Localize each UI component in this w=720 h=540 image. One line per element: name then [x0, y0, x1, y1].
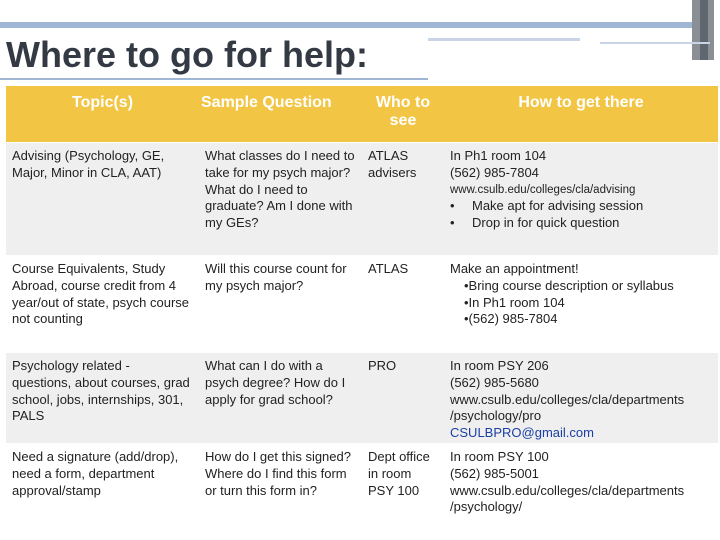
column-header-topic: Topic(s): [71, 94, 134, 111]
decorative-line: [600, 42, 710, 44]
decorative-corner-stripe: [700, 0, 708, 60]
phone-text: (562) 985-5001: [450, 465, 539, 481]
url-text: www.csulb.edu/colleges/cla/departments: [450, 482, 685, 498]
topic-cell: Need a signature (add/drop), need a form, department approval/stamp: [12, 449, 179, 498]
phone-text: (562) 985-5680: [450, 374, 539, 390]
how-cell: [444, 353, 718, 444]
location-text: In Ph1 room 104: [450, 148, 547, 163]
bullet-text: •(562) 985-7804: [464, 311, 558, 327]
how-cell: [444, 143, 718, 256]
list-item: [450, 198, 712, 215]
who-cell: Dept office in room PSY 100: [368, 449, 430, 498]
decorative-line: [428, 38, 580, 41]
help-table: [6, 86, 718, 524]
how-cell: [444, 444, 718, 524]
location-text: In room PSY 100: [450, 449, 549, 464]
phone-text: (562) 985-7804: [450, 164, 539, 180]
who-cell: ATLAS advisers: [368, 148, 417, 180]
who-cell: PRO: [368, 358, 397, 373]
topic-cell: Advising (Psychology, GE, Major, Minor in CLA, AAT): [12, 148, 165, 180]
column-header-sample-question: Sample Question: [201, 94, 332, 111]
bullet-text: Make apt for advising session: [472, 198, 644, 214]
url-text: www.csulb.edu/colleges/cla/departments: [450, 391, 685, 407]
how-cell: [444, 256, 718, 353]
table-row: [6, 353, 718, 444]
email-link[interactable]: CSULBPRO@gmail.com: [450, 425, 594, 441]
list-item: [450, 215, 712, 232]
topic-cell: Course Equivalents, Study Abroad, course credit from 4 year/out of state, psych course not counting: [12, 261, 190, 327]
title-underline: [0, 78, 428, 80]
page-title: Where to go for help:: [6, 34, 368, 75]
url-text: /psychology/: [450, 499, 523, 515]
url-text: /psychology/pro: [450, 408, 542, 424]
question-cell: How do I get this signed? Where do I find this form or turn this form in?: [205, 449, 351, 498]
column-header-who-to-see: Who to see: [375, 94, 431, 129]
bullet-text: •Bring course description or syllabus: [464, 277, 674, 293]
instruction-text: Make an appointment!: [450, 261, 579, 276]
question-cell: What can I do with a psych degree? How do I apply for grad school?: [205, 358, 346, 407]
decorative-top-bar: [0, 22, 700, 28]
bullet-icon: •: [450, 215, 455, 231]
topic-cell: Psychology related - questions, about courses, grad school, jobs, internships, 301, PALS: [12, 358, 190, 424]
url-text: www.csulb.edu/colleges/cla/advising: [450, 183, 636, 196]
table-header-row: [6, 86, 718, 143]
table-row: [6, 444, 718, 524]
who-cell: ATLAS: [368, 261, 409, 276]
bullet-text: Drop in for quick question: [472, 215, 620, 231]
bullet-icon: •: [450, 198, 455, 214]
location-text: In room PSY 206: [450, 358, 549, 373]
question-cell: What classes do I need to take for my psych major? What do I need to graduate? Am I done with my GEs?: [205, 148, 355, 231]
question-cell: Will this course count for my psych major?: [205, 261, 347, 293]
bullet-text: •In Ph1 room 104: [464, 294, 565, 310]
table-row: [6, 143, 718, 256]
table-row: [6, 256, 718, 353]
column-header-how-to-get-there: How to get there: [518, 94, 644, 111]
